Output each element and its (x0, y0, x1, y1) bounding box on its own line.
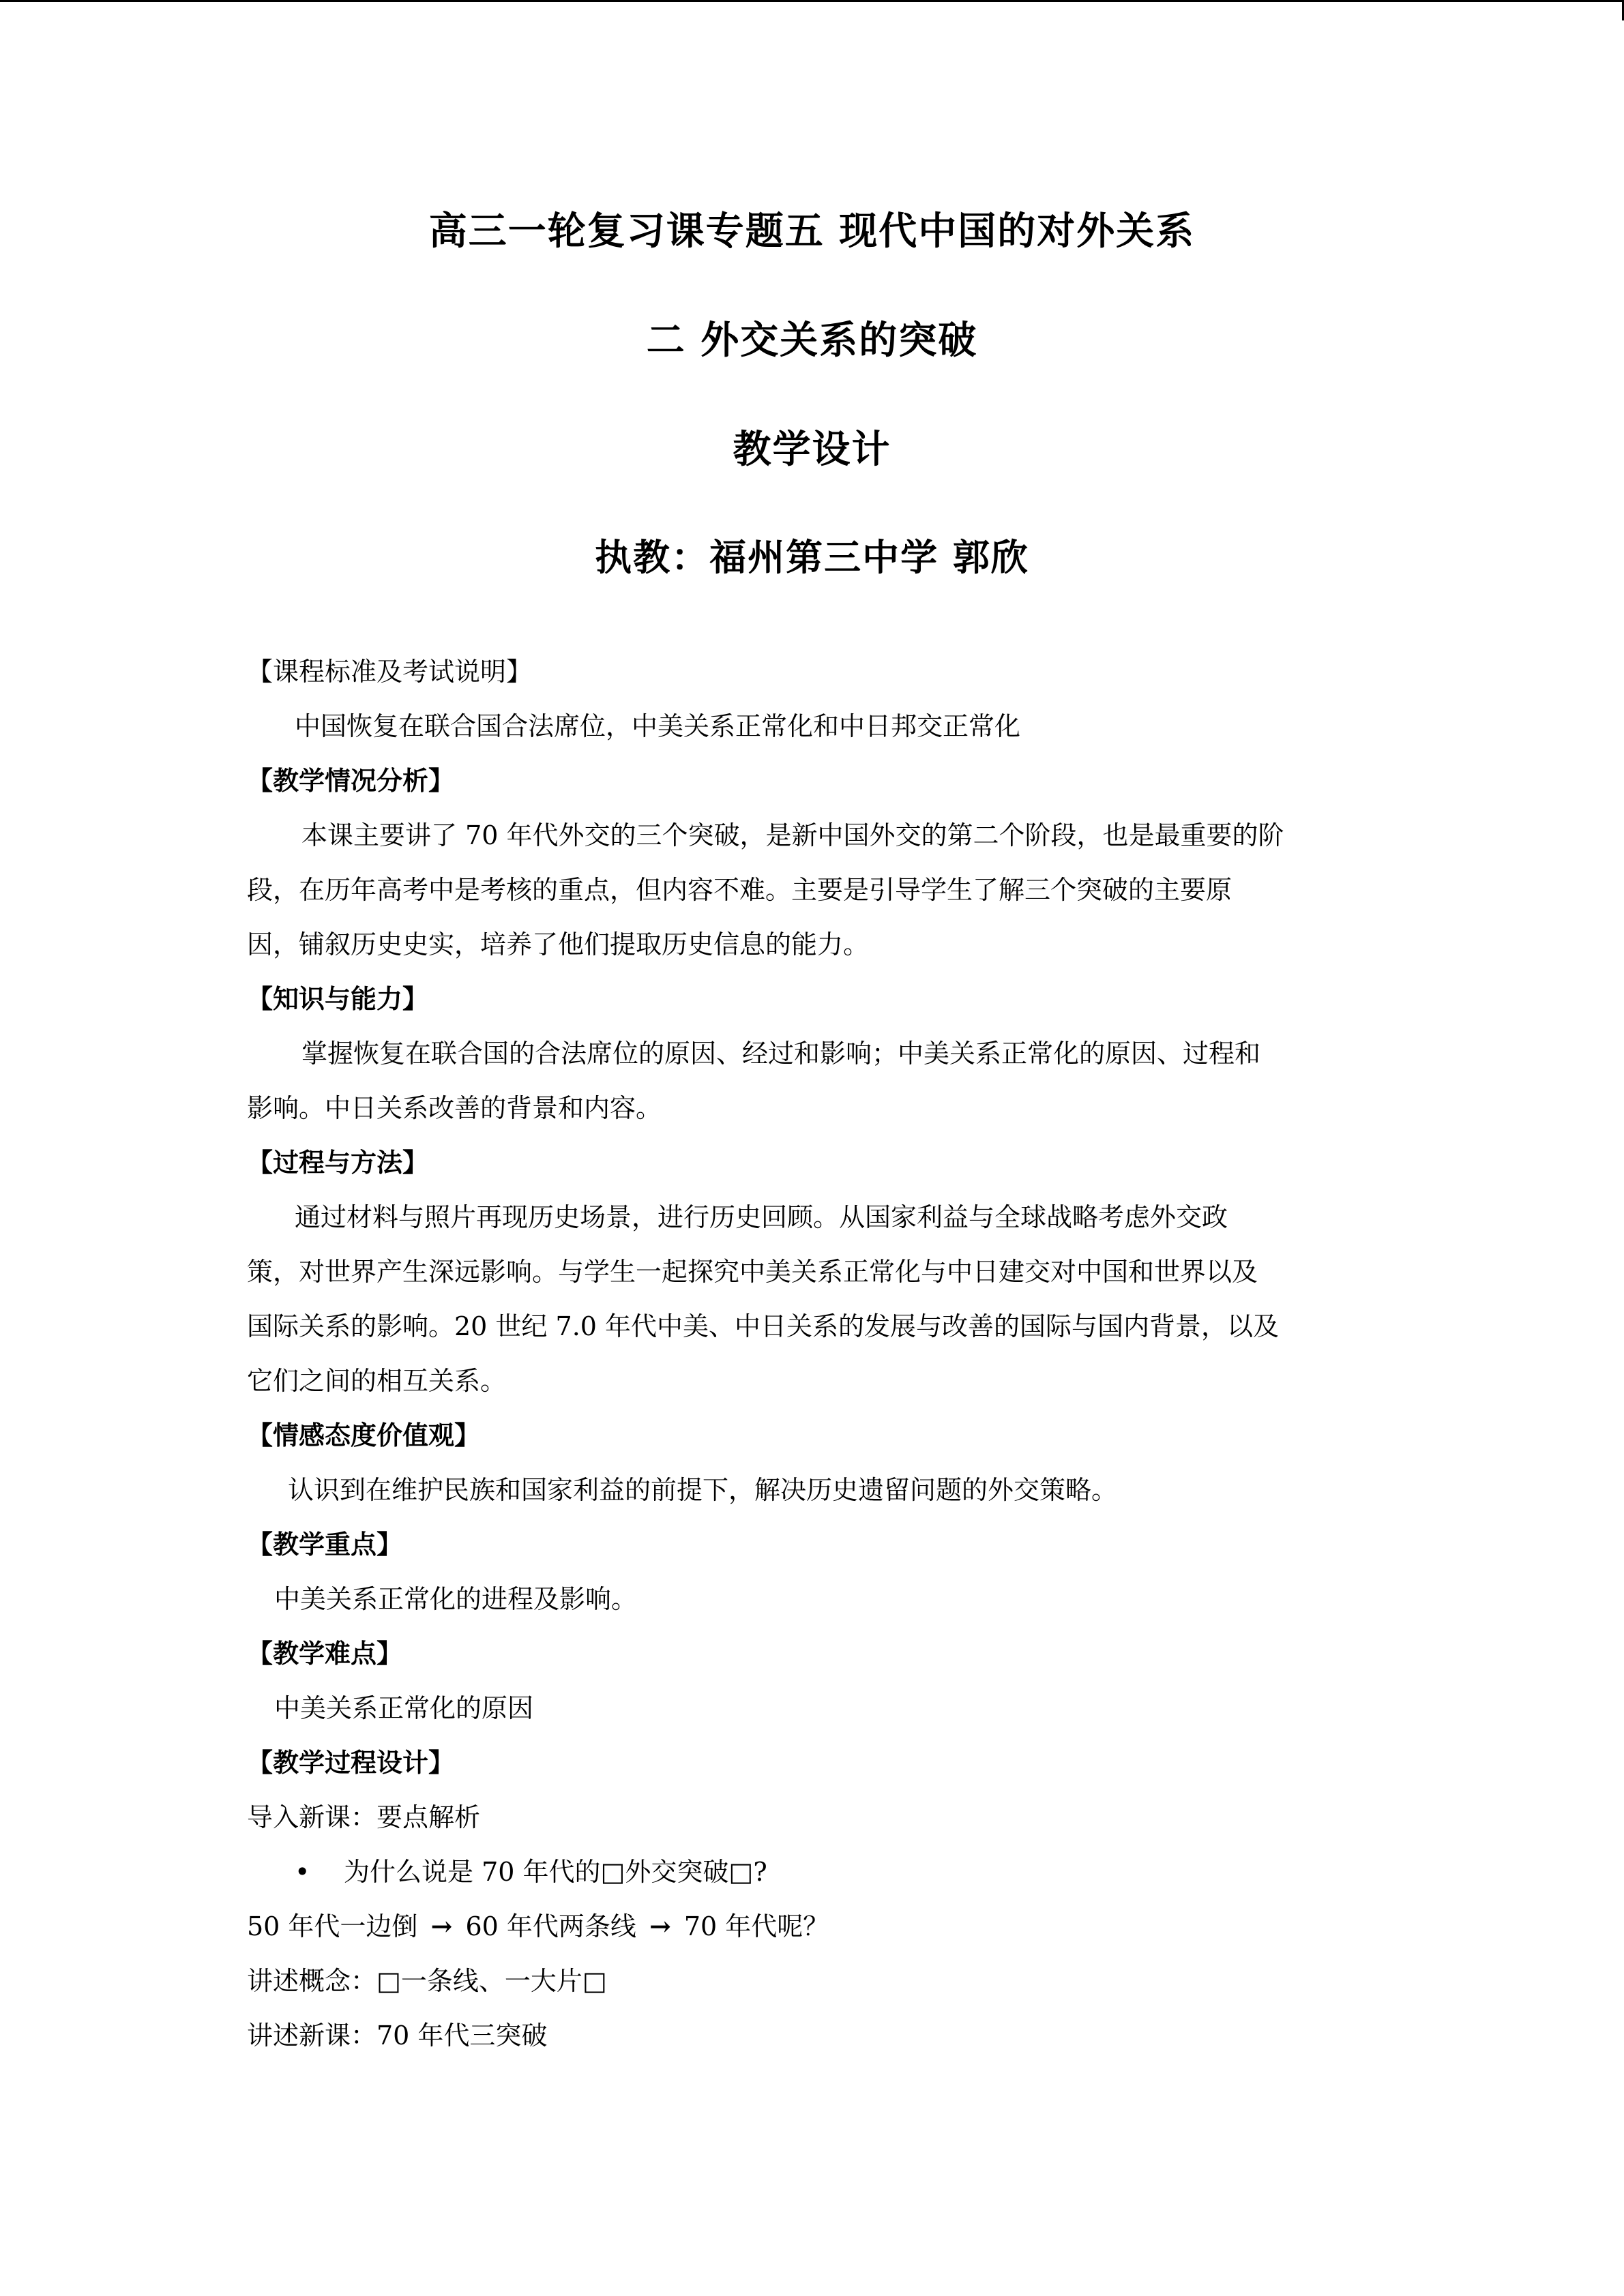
key-point-text: 中美关系正常化的进程及影响。 (274, 1584, 638, 1614)
top-border-line (0, 0, 1624, 2)
analysis-line: 本课主要讲了 70 年代外交的三个突破，是新中国外交的第二个阶段，也是最重要的阶 (301, 820, 1284, 850)
design-title: 教学设计 (733, 428, 891, 472)
process-line: 通过材料与照片再现历史场景，进行历史回顾。从国家利益与全球战略考虑外交政 (295, 1202, 1228, 1232)
bullet-icon: • (295, 1857, 310, 1887)
bullet-text: 为什么说是 70 年代的□外交突破□? (344, 1857, 767, 1887)
standard-text: 中国恢复在联合国合法席位，中美关系正常化和中日邦交正常化 (295, 711, 1021, 741)
new-lesson-text: 讲述新课：70 年代三突破 (247, 2021, 548, 2051)
concept-text: 讲述概念：□一条线、一大片□ (247, 1966, 607, 1996)
knowledge-line: 影响。中日关系改善的背景和内容。 (247, 1093, 662, 1123)
teacher-title: 执教：福州第三中学 郭欣 (595, 536, 1029, 579)
timeline-line (247, 1899, 1379, 1954)
analysis-line: 因，铺叙历史史实，培养了他们提取历史信息的能力。 (247, 929, 870, 959)
design-process-heading: 【教学过程设计】 (247, 1748, 455, 1778)
arrow-right-icon: → (430, 1911, 453, 1941)
sub-title: 二 外交关系的突破 (646, 318, 978, 363)
difficulty-text: 中美关系正常化的原因 (274, 1693, 534, 1723)
process-line: 策，对世界产生深远影响。与学生一起探究中美关系正常化与中日建交对中国和世界以及 (247, 1257, 1258, 1287)
analysis-heading: 【教学情况分析】 (247, 766, 455, 796)
document-body (247, 644, 1379, 2063)
knowledge-heading: 【知识与能力】 (247, 984, 429, 1014)
knowledge-line: 掌握恢复在联合国的合法席位的原因、经过和影响；中美关系正常化的原因、过程和 (301, 1039, 1261, 1069)
standard-heading: 【课程标准及考试说明】 (247, 657, 533, 687)
process-line: 国际关系的影响。20 世纪 7.0 年代中美、中日关系的发展与改善的国际与国内背景，以及 (247, 1311, 1280, 1341)
timeline-part-3: 70 年代呢？ (683, 1911, 829, 1941)
process-line: 它们之间的相互关系。 (247, 1366, 507, 1396)
analysis-line: 段，在历年高考中是考核的重点，但内容不难。主要是引导学生了解三个突破的主要原 (247, 875, 1232, 905)
emotion-text: 认识到在维护民族和国家利益的前提下，解决历史遗留问题的外交策略。 (288, 1475, 1118, 1505)
timeline-part-1: 50 年代一边倒 (247, 1911, 418, 1941)
timeline-part-2: 60 年代两条线 (465, 1911, 636, 1941)
intro-text: 导入新课：要点解析 (247, 1802, 481, 1832)
key-point-heading: 【教学重点】 (247, 1530, 403, 1560)
main-title: 高三一轮复习课专题五 现代中国的对外关系 (428, 209, 1196, 254)
difficulty-heading: 【教学难点】 (247, 1639, 403, 1669)
process-heading: 【过程与方法】 (247, 1148, 429, 1178)
emotion-heading: 【情感态度价值观】 (247, 1420, 481, 1450)
bullet-item (247, 1845, 1379, 1899)
arrow-right-icon: → (649, 1911, 671, 1941)
